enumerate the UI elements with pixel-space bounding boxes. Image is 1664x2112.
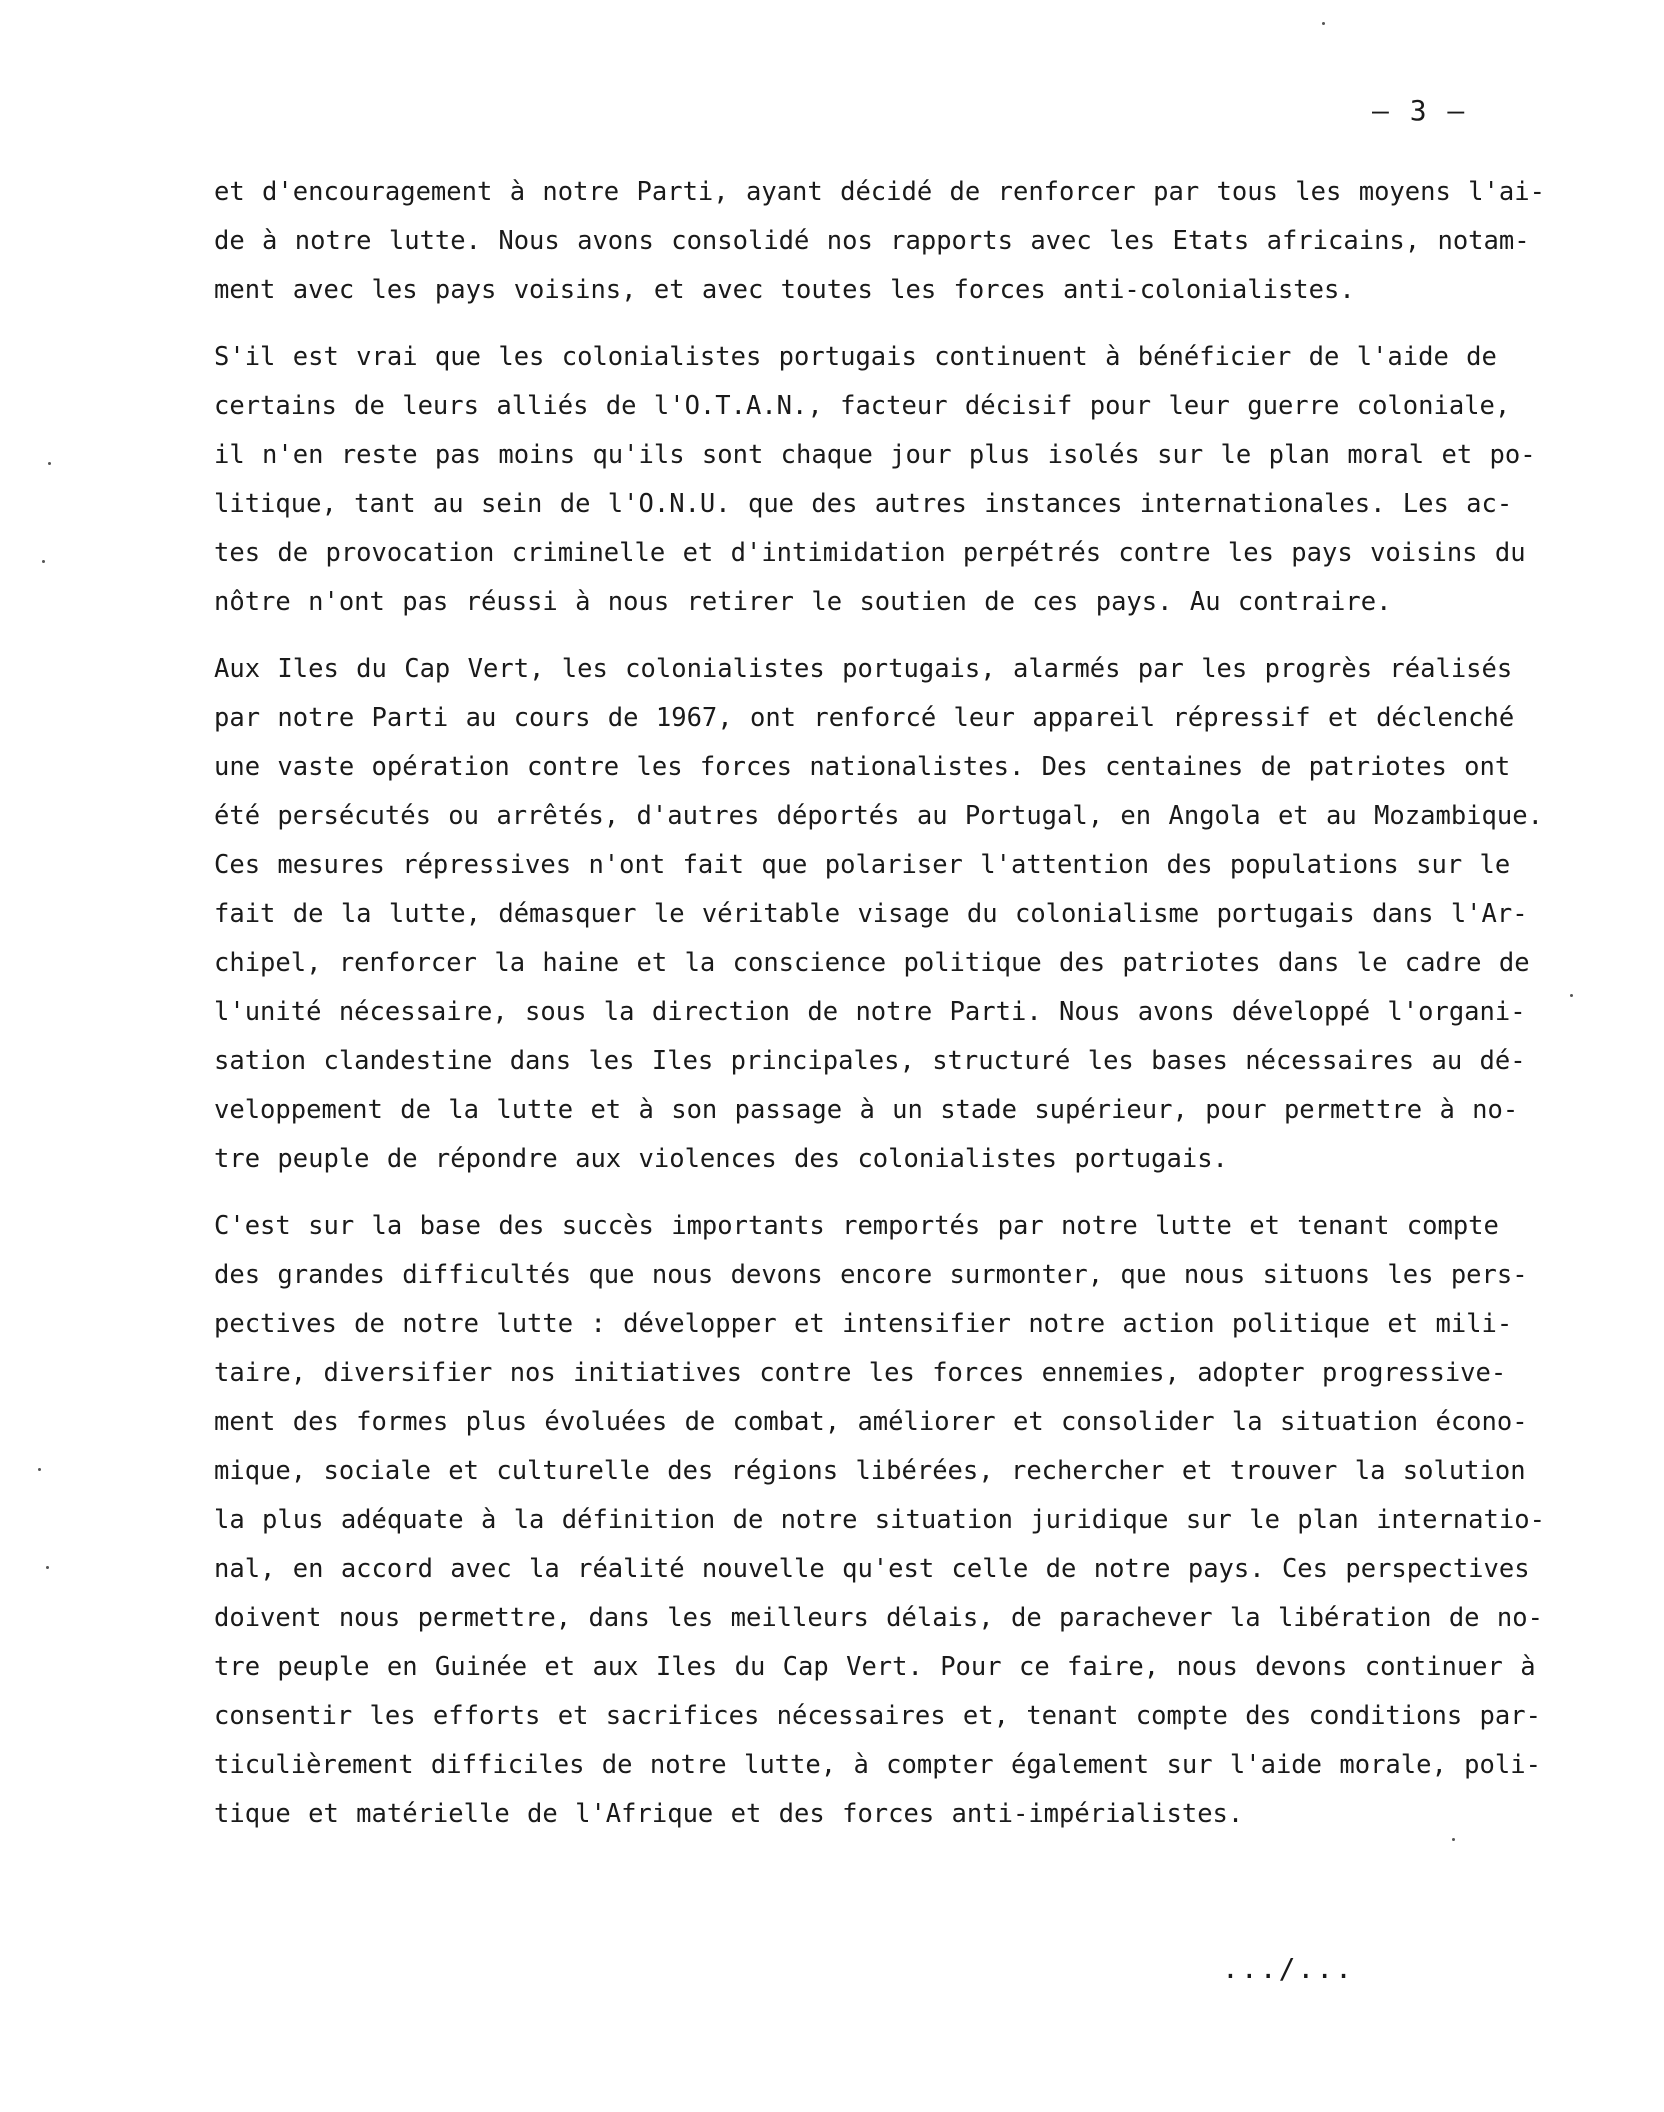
paragraph-2 xyxy=(214,333,1574,627)
text-line: consentir les efforts et sacrifices nécessaires et, tenant compte des conditions par- xyxy=(214,1701,1541,1731)
text-line: C'est sur la base des succès importants remportés par notre lutte et tenant compte xyxy=(214,1211,1499,1241)
text-line: fait de la lutte, démasquer le véritable visage du colonialisme portugais dans l'Ar- xyxy=(214,899,1528,929)
scan-speck xyxy=(38,1468,41,1471)
text-line: S'il est vrai que les colonialistes portugais continuent à bénéficier de l'aide de xyxy=(214,342,1497,372)
text-line: pectives de notre lutte : développer et intensifier notre action politique et mili- xyxy=(214,1309,1513,1339)
text-line: litique, tant au sein de l'O.N.U. que des autres instances internationales. Les ac- xyxy=(214,489,1513,519)
text-line: ment des formes plus évoluées de combat, améliorer et consolider la situation écono- xyxy=(214,1407,1528,1437)
text-line: sation clandestine dans les Iles principales, structuré les bases nécessaires au dé- xyxy=(214,1046,1526,1076)
text-line: une vaste opération contre les forces nationalistes. Des centaines de patriotes ont xyxy=(214,752,1511,782)
scan-speck xyxy=(1452,1838,1455,1841)
text-line: Aux Iles du Cap Vert, les colonialistes portugais, alarmés par les progrès réalisés xyxy=(214,654,1513,684)
text-line: mique, sociale et culturelle des régions libérées, rechercher et trouver la solution xyxy=(214,1456,1526,1486)
text-line: tique et matérielle de l'Afrique et des forces anti-impérialistes. xyxy=(214,1799,1244,1829)
text-line: chipel, renforcer la haine et la conscience politique des patriotes dans le cadre de xyxy=(214,948,1530,978)
text-line: nal, en accord avec la réalité nouvelle qu'est celle de notre pays. Ces perspectives xyxy=(214,1554,1530,1584)
text-line: des grandes difficultés que nous devons encore surmonter, que nous situons les pers- xyxy=(214,1260,1528,1290)
scan-speck xyxy=(1570,994,1573,997)
text-line: tre peuple de répondre aux violences des colonialistes portugais. xyxy=(214,1144,1228,1174)
paragraph-1 xyxy=(214,168,1574,315)
paragraph-3 xyxy=(214,645,1574,1184)
scan-speck xyxy=(1322,22,1325,25)
text-line: doivent nous permettre, dans les meilleurs délais, de parachever la libération de no- xyxy=(214,1603,1543,1633)
body-text xyxy=(214,168,1574,1857)
text-line: ment avec les pays voisins, et avec toutes les forces anti-colonialistes. xyxy=(214,275,1355,305)
text-line: veloppement de la lutte et à son passage à un stade supérieur, pour permettre à no- xyxy=(214,1095,1519,1125)
scan-speck xyxy=(48,462,51,465)
text-line: tre peuple en Guinée et aux Iles du Cap Vert. Pour ce faire, nous devons continuer à xyxy=(214,1652,1536,1682)
text-line: été persécutés ou arrêtés, d'autres déportés au Portugal, en Angola et au Mozambique. xyxy=(214,801,1543,831)
text-line: il n'en reste pas moins qu'ils sont chaque jour plus isolés sur le plan moral et po- xyxy=(214,440,1536,470)
text-line: tes de provocation criminelle et d'intimidation perpétrés contre les pays voisins du xyxy=(214,538,1526,568)
page-number: — 3 — xyxy=(1372,94,1467,127)
scan-speck xyxy=(46,1566,49,1569)
text-line: Ces mesures répressives n'ont fait que polariser l'attention des populations sur le xyxy=(214,850,1511,880)
text-line: la plus adéquate à la définition de notre situation juridique sur le plan internatio- xyxy=(214,1505,1545,1535)
text-line: de à notre lutte. Nous avons consolidé nos rapports avec les Etats africains, notam- xyxy=(214,226,1530,256)
continuation-mark: .../... xyxy=(1222,1952,1355,1985)
paragraph-4 xyxy=(214,1202,1574,1839)
text-line: et d'encouragement à notre Parti, ayant décidé de renforcer par tous les moyens l'ai- xyxy=(214,177,1545,207)
text-line: certains de leurs alliés de l'O.T.A.N., facteur décisif pour leur guerre coloniale, xyxy=(214,391,1511,421)
scan-speck xyxy=(42,560,45,563)
text-line: ticulièrement difficiles de notre lutte, à compter également sur l'aide morale, poli- xyxy=(214,1750,1541,1780)
text-line: l'unité nécessaire, sous la direction de notre Parti. Nous avons développé l'organi- xyxy=(214,997,1526,1027)
text-line: par notre Parti au cours de 1967, ont renforcé leur appareil répressif et déclenché xyxy=(214,703,1515,733)
text-line: nôtre n'ont pas réussi à nous retirer le soutien de ces pays. Au contraire. xyxy=(214,587,1392,617)
text-line: taire, diversifier nos initiatives contre les forces ennemies, adopter progressive- xyxy=(214,1358,1507,1388)
